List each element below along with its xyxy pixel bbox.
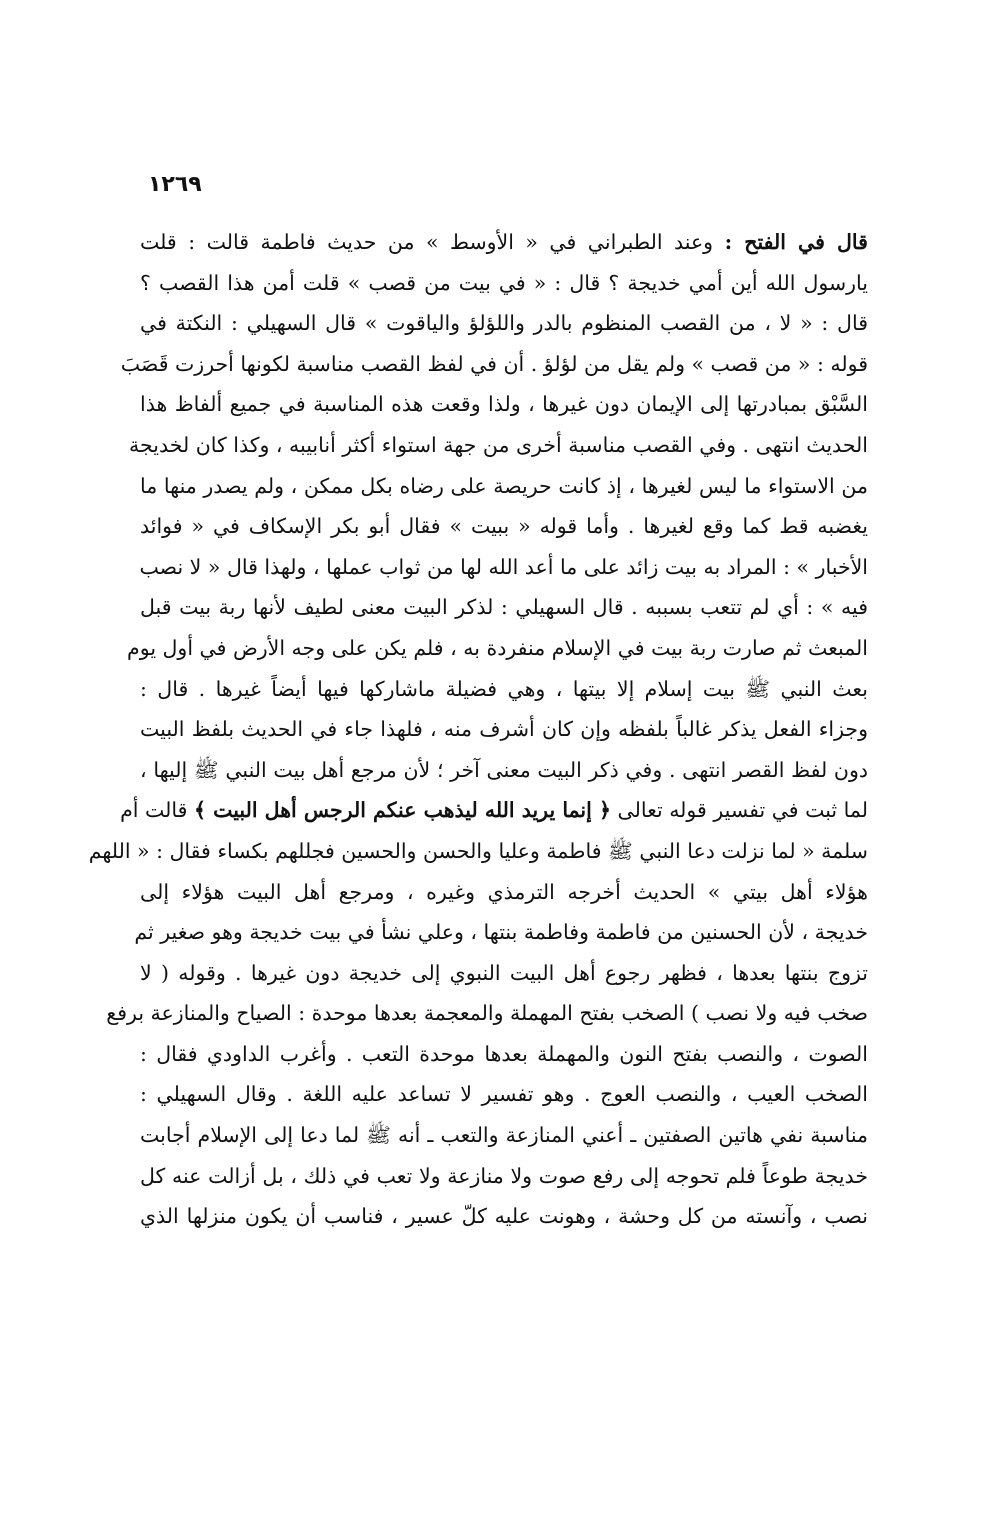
text-line: مناسبة نفي هاتين الصفتين ـ أعني المنازعة والتعب ـ أنه ﷺ لما دعا إلى الإسلام أجابت [140, 1123, 868, 1148]
text-line: سلمة « لما نزلت دعا النبي ﷺ فاطمة وعليا والحسن والحسين فجللهم بكساء فقال : « اللهم [88, 838, 868, 863]
text-line: هؤلاء أهل بيتي » الحديث أخرجه الترمذي وغيره ، ومرجع أهل البيت هؤلاء إلى [140, 879, 868, 904]
body-text [88, 222, 868, 1237]
text-line: السَّبْق بمبادرتها إلى الإيمان دون غيرها ، ولذا وقعت هذه المناسبة في جميع ألفاظ هذا [140, 392, 868, 417]
text-line: تزوج بنتها بعدها ، فظهر رجوع أهل البيت النبوي إلى خديجة دون غيرها . وقوله ( لا [140, 960, 868, 985]
text-line: خديجة ، لأن الحسنين من فاطمة وفاطمة بنتها ، وعلي نشأ في بيت خديجة وهو صغير ثم [134, 920, 868, 945]
text-line: فيه » : أي لم تتعب بسببه . قال السهيلي : لذكر البيت معنى لطيف لأنها ربة بيت قبل [140, 595, 868, 620]
text-line: الصخب العيب ، والنصب العوج . وهو تفسير لا تساعد عليه اللغة . وقال السهيلي : [140, 1082, 868, 1107]
text-line: الصوت ، والنصب بفتح النون والمهملة بعدها موحدة التعب . وأغرب الداودي فقال : [140, 1041, 868, 1066]
text-line: يغضبه قط كما وقع لغيرها . وأما قوله « ببيت » فقال أبو بكر الإسكاف في « فوائد [140, 514, 868, 539]
text-line: قوله : « من قصب » ولم يقل من لؤلؤ . أن في لفظ القصب مناسبة لكونها أحرزت قَصَبَ [120, 351, 868, 376]
text-line: بعث النبي ﷺ بيت إسلام إلا بيتها ، وهي فضيلة ماشاركها فيها أيضاً غيرها . قال : [140, 676, 868, 701]
text-line: المبعث ثم صارت ربة بيت في الإسلام منفردة به ، فلم يكن على وجه الأرض في أول يوم [127, 635, 868, 660]
text-line: صخب فيه ولا نصب ) الصخب بفتح المهملة والمعجمة بعدها موحدة : الصياح والمنازعة برفع [106, 1001, 868, 1026]
text-line: دون لفظ القصر انتهى . وفي ذكر البيت معنى آخر ؛ لأن مرجع أهل بيت النبي ﷺ إليها ، [140, 757, 868, 782]
text-line: يارسول الله أين أمي خديجة ؟ قال : « في بيت من قصب » قلت أمن هذا القصب ؟ [140, 270, 868, 295]
text-line [140, 222, 868, 263]
text-span: لما ثبت في تفسير قوله تعالى [617, 798, 868, 823]
text-line [120, 790, 868, 831]
text-line: الأخبار » : المراد به بيت زائد على ما أعد الله لها من ثواب عملها ، ولهذا قال « لا نصب [139, 554, 868, 579]
section-lead: قال في الفتح : [724, 230, 868, 254]
text-line: الحديث انتهى . وفي القصب مناسبة أخرى من جهة استواء أكثر أنابيبه ، وكذا كان لخديجة [129, 432, 868, 457]
text-span: قالت أم [120, 798, 188, 823]
text-line: من الاستواء ما ليس لغيرها ، إذ كانت حريصة على رضاه بكل ممكن ، ولم يصدر منها ما [140, 473, 868, 498]
text-line: نصب ، وآنسته من كل وحشة ، وهونت عليه كلّ عسير ، فناسب أن يكون منزلها الذي [140, 1204, 868, 1229]
text-line: وجزاء الفعل يذكر غالباً بلفظه وإن كان أشرف منه ، فلهذا جاء في الحديث بلفظ البيت [140, 717, 868, 742]
text-line: قال : « لا ، من القصب المنظوم بالدر واللؤلؤ والياقوت » قال السهيلي : النكتة في [140, 311, 868, 336]
quran-quote: ﴿ إنما يريد الله ليذهب عنكم الرجس أهل البيت ﴾ [193, 798, 611, 823]
text-span: وعند الطبراني في « الأوسط » من حديث فاطمة قالت : قلت [140, 230, 714, 254]
page-number: ١٢٦٩ [148, 172, 202, 197]
text-line: خديجة طوعاً فلم تحوجه إلى رفع صوت ولا منازعة ولا تعب في ذلك ، بل أزالت عنه كل [140, 1163, 868, 1188]
